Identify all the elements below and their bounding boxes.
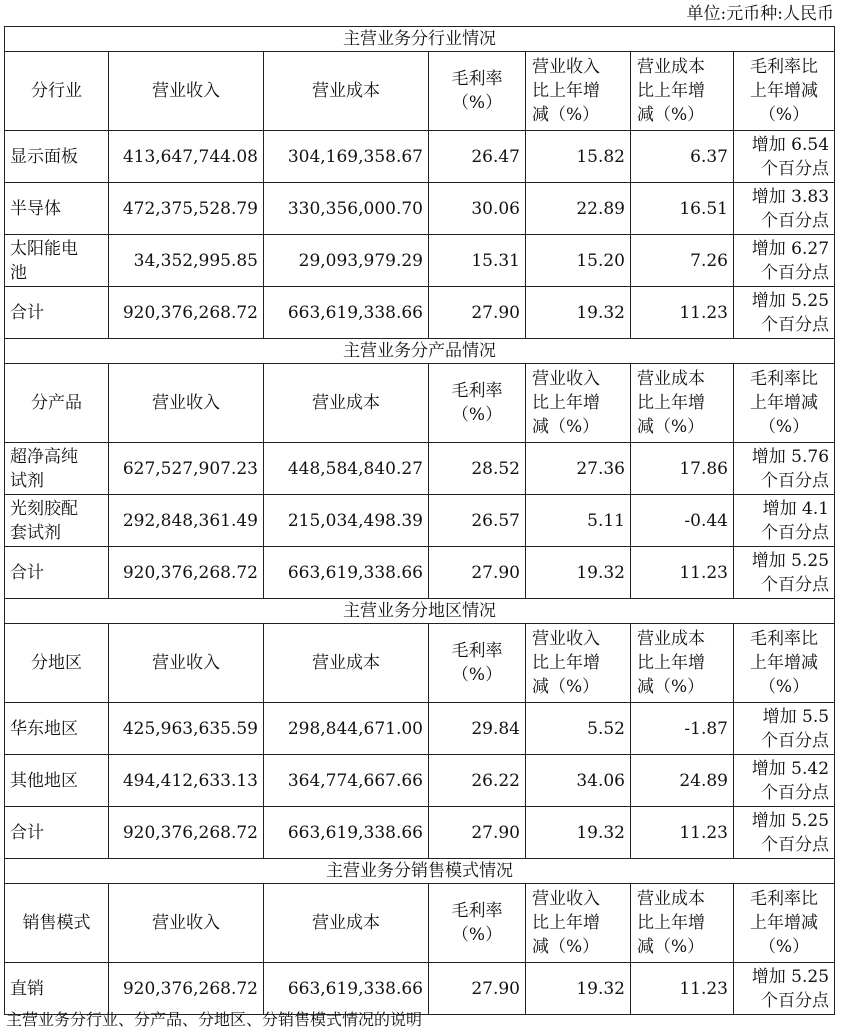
cell-revenue: 34,352,995.85 bbox=[109, 235, 264, 287]
cell-cost: 298,844,671.00 bbox=[264, 703, 429, 755]
table-body bbox=[5, 27, 835, 1015]
header-rev-change: 营业收入 比上年增 减（%） bbox=[526, 884, 631, 963]
cell-margin: 28.52 bbox=[429, 443, 526, 495]
cell-margin: 27.90 bbox=[429, 807, 526, 859]
header-revenue: 营业收入 bbox=[109, 52, 264, 131]
cell-margin: 27.90 bbox=[429, 963, 526, 1015]
cell-margin-change: 增加 6.54 个百分点 bbox=[734, 131, 835, 183]
header-row bbox=[5, 624, 835, 703]
section-title-row bbox=[5, 27, 835, 52]
header-cost-change: 营业成本 比上年增 减（%） bbox=[631, 624, 734, 703]
table-row bbox=[5, 183, 835, 235]
cell-cost-change: 6.37 bbox=[631, 131, 734, 183]
header-cost-change: 营业成本 比上年增 减（%） bbox=[631, 364, 734, 443]
header-rev-change: 营业收入 比上年增 减（%） bbox=[526, 52, 631, 131]
cell-cost: 304,169,358.67 bbox=[264, 131, 429, 183]
table-row bbox=[5, 495, 835, 547]
table-row bbox=[5, 703, 835, 755]
main-business-table bbox=[4, 26, 835, 1015]
table-row bbox=[5, 131, 835, 183]
row-name: 半导体 bbox=[5, 183, 109, 235]
header-margin: 毛利率 （%） bbox=[429, 364, 526, 443]
cell-rev-change: 27.36 bbox=[526, 443, 631, 495]
cell-rev-change: 19.32 bbox=[526, 547, 631, 599]
table-row bbox=[5, 807, 835, 859]
cell-margin-change: 增加 4.1 个百分点 bbox=[734, 495, 835, 547]
cell-margin-change: 增加 5.42 个百分点 bbox=[734, 755, 835, 807]
cell-cost: 448,584,840.27 bbox=[264, 443, 429, 495]
section-title: 主营业务分行业情况 bbox=[5, 27, 835, 52]
header-category: 销售模式 bbox=[5, 884, 109, 963]
cell-rev-change: 19.32 bbox=[526, 963, 631, 1015]
cell-cost: 364,774,667.66 bbox=[264, 755, 429, 807]
cell-cost-change: 16.51 bbox=[631, 183, 734, 235]
cell-revenue: 494,412,633.13 bbox=[109, 755, 264, 807]
header-margin-change: 毛利率比 上年增减 （%） bbox=[734, 52, 835, 131]
row-name: 合计 bbox=[5, 807, 109, 859]
table-row bbox=[5, 287, 835, 339]
cell-rev-change: 19.32 bbox=[526, 807, 631, 859]
cell-cost: 663,619,338.66 bbox=[264, 963, 429, 1015]
cell-margin-change: 增加 5.25 个百分点 bbox=[734, 807, 835, 859]
cell-cost-change: 24.89 bbox=[631, 755, 734, 807]
header-margin-change: 毛利率比 上年增减 （%） bbox=[734, 364, 835, 443]
header-margin: 毛利率 （%） bbox=[429, 52, 526, 131]
cell-revenue: 472,375,528.79 bbox=[109, 183, 264, 235]
cell-cost: 29,093,979.29 bbox=[264, 235, 429, 287]
cell-revenue: 413,647,744.08 bbox=[109, 131, 264, 183]
cell-cost-change: 11.23 bbox=[631, 287, 734, 339]
header-row bbox=[5, 52, 835, 131]
cell-revenue: 920,376,268.72 bbox=[109, 807, 264, 859]
cell-rev-change: 34.06 bbox=[526, 755, 631, 807]
cell-margin: 27.90 bbox=[429, 547, 526, 599]
cell-revenue: 425,963,635.59 bbox=[109, 703, 264, 755]
row-name: 直销 bbox=[5, 963, 109, 1015]
cell-cost-change: 11.23 bbox=[631, 547, 734, 599]
header-revenue: 营业收入 bbox=[109, 364, 264, 443]
cell-revenue: 627,527,907.23 bbox=[109, 443, 264, 495]
cell-revenue: 920,376,268.72 bbox=[109, 963, 264, 1015]
cell-revenue: 920,376,268.72 bbox=[109, 287, 264, 339]
cell-cost: 663,619,338.66 bbox=[264, 807, 429, 859]
row-name: 华东地区 bbox=[5, 703, 109, 755]
cell-revenue: 292,848,361.49 bbox=[109, 495, 264, 547]
cell-cost: 215,034,498.39 bbox=[264, 495, 429, 547]
section-title-row bbox=[5, 599, 835, 624]
unit-line: 单位:元币种:人民币 bbox=[686, 4, 834, 24]
cell-cost: 663,619,338.66 bbox=[264, 547, 429, 599]
cell-cost: 663,619,338.66 bbox=[264, 287, 429, 339]
header-rev-change: 营业收入 比上年增 减（%） bbox=[526, 364, 631, 443]
header-cost-change: 营业成本 比上年增 减（%） bbox=[631, 52, 734, 131]
cell-margin: 26.47 bbox=[429, 131, 526, 183]
header-row bbox=[5, 364, 835, 443]
row-name: 其他地区 bbox=[5, 755, 109, 807]
header-margin: 毛利率 （%） bbox=[429, 624, 526, 703]
table-row bbox=[5, 235, 835, 287]
header-row bbox=[5, 884, 835, 963]
cell-rev-change: 15.82 bbox=[526, 131, 631, 183]
cell-margin-change: 增加 5.5 个百分点 bbox=[734, 703, 835, 755]
cell-rev-change: 5.52 bbox=[526, 703, 631, 755]
header-rev-change: 营业收入 比上年增 减（%） bbox=[526, 624, 631, 703]
section-title-row bbox=[5, 859, 835, 884]
cell-margin: 30.06 bbox=[429, 183, 526, 235]
cell-cost-change: -0.44 bbox=[631, 495, 734, 547]
row-name: 合计 bbox=[5, 547, 109, 599]
cell-revenue: 920,376,268.72 bbox=[109, 547, 264, 599]
cell-cost: 330,356,000.70 bbox=[264, 183, 429, 235]
header-revenue: 营业收入 bbox=[109, 884, 264, 963]
cell-cost-change: 17.86 bbox=[631, 443, 734, 495]
table-row bbox=[5, 963, 835, 1015]
cell-margin: 27.90 bbox=[429, 287, 526, 339]
header-margin-change: 毛利率比 上年增减 （%） bbox=[734, 884, 835, 963]
table-row bbox=[5, 547, 835, 599]
header-cost: 营业成本 bbox=[264, 52, 429, 131]
cell-margin: 29.84 bbox=[429, 703, 526, 755]
cell-cost-change: 11.23 bbox=[631, 807, 734, 859]
header-revenue: 营业收入 bbox=[109, 624, 264, 703]
header-category: 分行业 bbox=[5, 52, 109, 131]
cell-cost-change: -1.87 bbox=[631, 703, 734, 755]
table-row bbox=[5, 755, 835, 807]
section-title: 主营业务分地区情况 bbox=[5, 599, 835, 624]
section-title-row bbox=[5, 339, 835, 364]
cell-margin-change: 增加 5.25 个百分点 bbox=[734, 287, 835, 339]
cell-margin-change: 增加 5.25 个百分点 bbox=[734, 963, 835, 1015]
cell-rev-change: 19.32 bbox=[526, 287, 631, 339]
header-category: 分产品 bbox=[5, 364, 109, 443]
cell-rev-change: 22.89 bbox=[526, 183, 631, 235]
header-margin-change: 毛利率比 上年增减 （%） bbox=[734, 624, 835, 703]
row-name: 太阳能电 池 bbox=[5, 235, 109, 287]
row-name: 显示面板 bbox=[5, 131, 109, 183]
row-name: 合计 bbox=[5, 287, 109, 339]
cell-margin: 26.57 bbox=[429, 495, 526, 547]
cell-margin-change: 增加 5.25 个百分点 bbox=[734, 547, 835, 599]
cell-rev-change: 15.20 bbox=[526, 235, 631, 287]
header-cost: 营业成本 bbox=[264, 364, 429, 443]
header-cost-change: 营业成本 比上年增 减（%） bbox=[631, 884, 734, 963]
header-cost: 营业成本 bbox=[264, 624, 429, 703]
cell-margin: 26.22 bbox=[429, 755, 526, 807]
row-name: 超净高纯 试剂 bbox=[5, 443, 109, 495]
cell-margin: 15.31 bbox=[429, 235, 526, 287]
cell-margin-change: 增加 5.76 个百分点 bbox=[734, 443, 835, 495]
cell-margin-change: 增加 3.83 个百分点 bbox=[734, 183, 835, 235]
cell-margin-change: 增加 6.27 个百分点 bbox=[734, 235, 835, 287]
row-name: 光刻胶配 套试剂 bbox=[5, 495, 109, 547]
header-cost: 营业成本 bbox=[264, 884, 429, 963]
header-margin: 毛利率 （%） bbox=[429, 884, 526, 963]
table-row bbox=[5, 443, 835, 495]
footnote: 主营业务分行业、分产品、分地区、分销售模式情况的说明 bbox=[6, 1010, 423, 1029]
section-title: 主营业务分产品情况 bbox=[5, 339, 835, 364]
section-title: 主营业务分销售模式情况 bbox=[5, 859, 835, 884]
cell-cost-change: 7.26 bbox=[631, 235, 734, 287]
cell-cost-change: 11.23 bbox=[631, 963, 734, 1015]
cell-rev-change: 5.11 bbox=[526, 495, 631, 547]
header-category: 分地区 bbox=[5, 624, 109, 703]
